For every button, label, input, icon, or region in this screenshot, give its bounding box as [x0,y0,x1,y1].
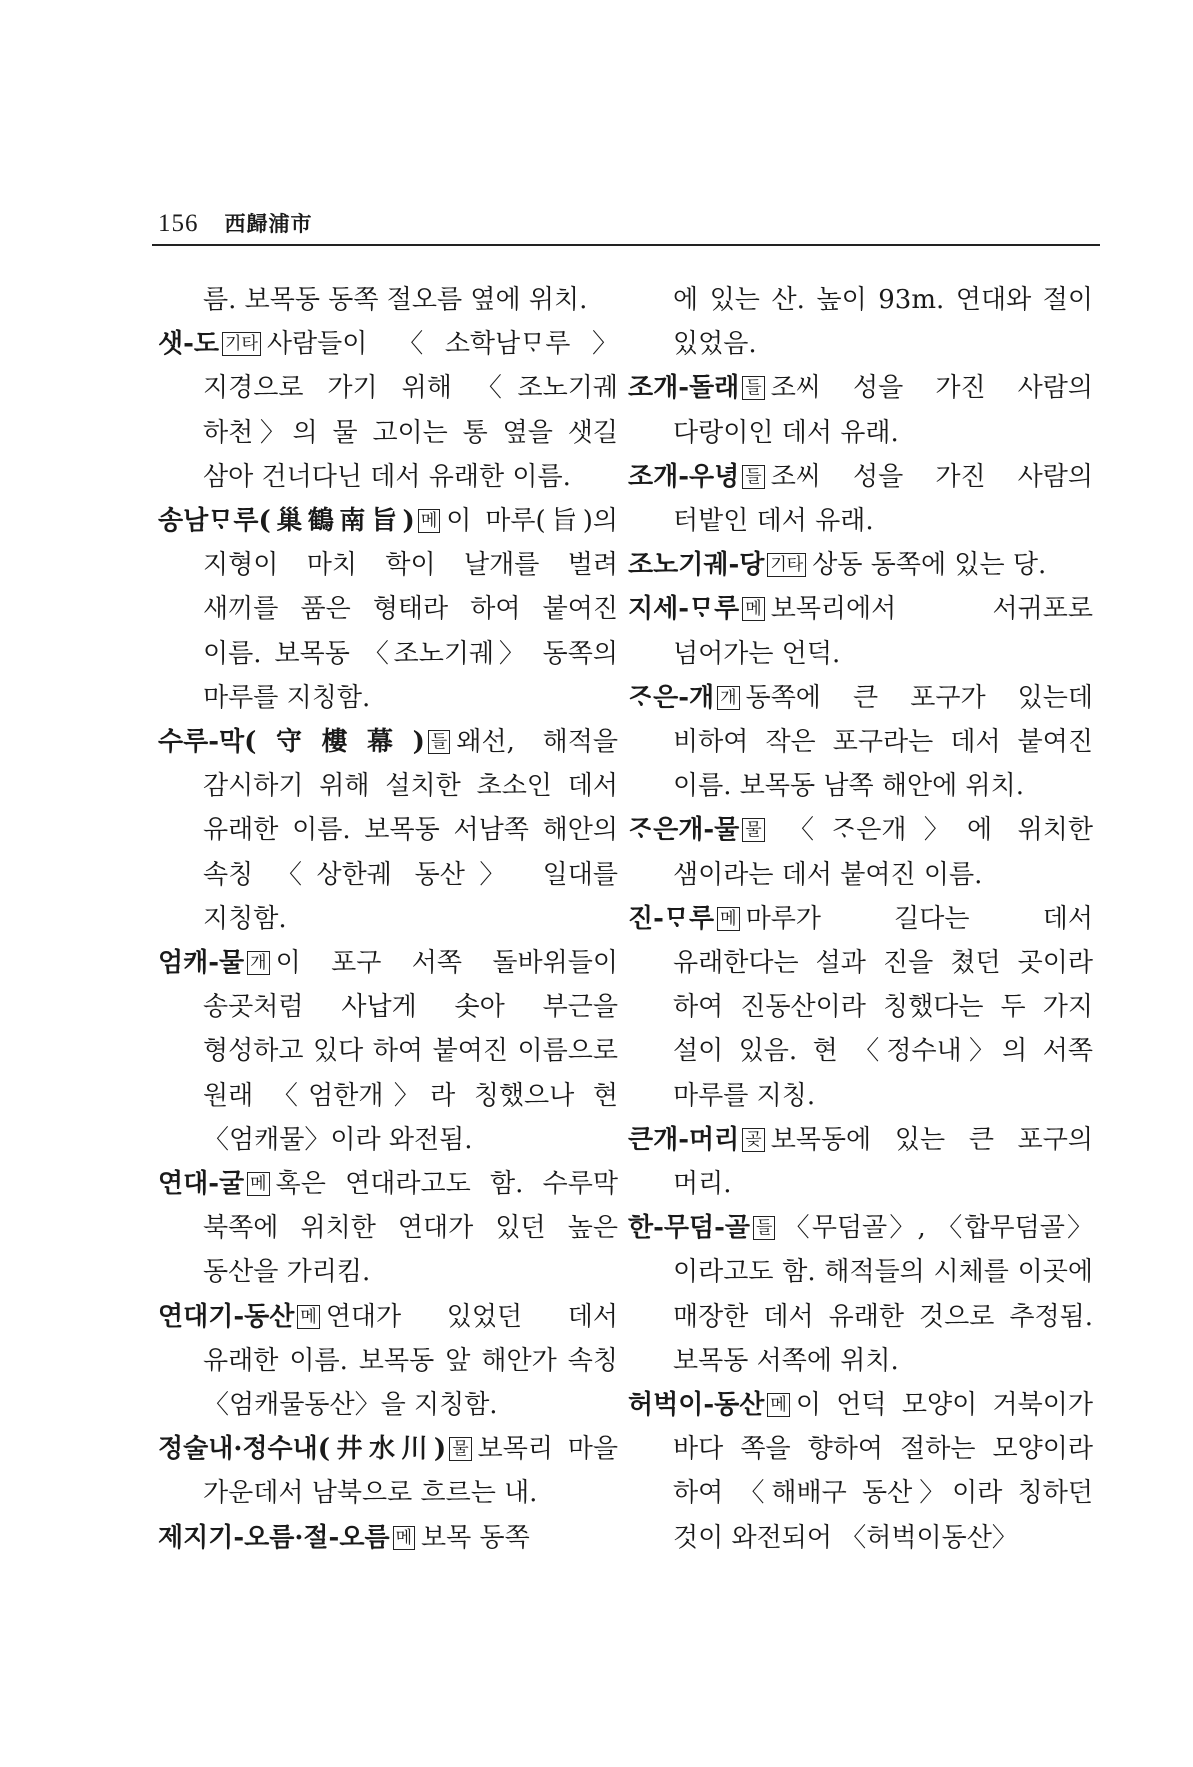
right-column [628,278,1093,1560]
entry-definition: 름. 보목동 동쪽 절오름 옆에 위치. [203,285,588,315]
category-tag: 메 [418,509,440,533]
entry-definition: 〈무덤골〉, 〈합무덤골〉이라고도 함. 해적들의 시체를 이곳에 매장한 데서 유래한 것으로 추정됨. 보목동 서쪽에 위치. [673,1213,1093,1376]
dictionary-entry [158,1427,618,1515]
entry-definition: 이 포구 서쪽 돌바위들이 송곳처럼 사납게 솟아 부근을 형성하고 있다 하여 붙여진 이름으로 원래 〈엄한개〉라 칭했으나 현 〈엄캐물〉이라 와전됨. [203,948,618,1155]
dictionary-entry [628,587,1093,675]
entry-headword: 송남ᄆᆞ루(巢鶴南旨) [158,506,415,537]
entry-headword: 제지기-오름·절-오름 [158,1522,390,1553]
entry-headword: 한-무덤-골 [628,1213,751,1244]
entry-definition: 혹은 연대라고도 함. 수루막 북쪽에 위치한 연대가 있던 높은 동산을 가리킴. [203,1169,618,1288]
entry-definition: 보목리에서 서귀포로 넘어가는 언덕. [673,594,1093,669]
dictionary-entry [158,1516,618,1560]
category-tag: 들 [753,1216,775,1240]
entry-definition: 왜선, 해적을 감시하기 위해 설치한 초소인 데서 유래한 이름. 보목동 서남쪽 해안의 속칭 〈상한궤 동산〉 일대를 지칭함. [203,727,618,934]
entry-headword: 정술내·정수내(井水川) [158,1434,447,1465]
dictionary-entry [628,897,1093,1118]
dictionary-entry [628,366,1093,454]
entry-definition: 사람들이 〈소학남ᄆᆞ루〉 지경으로 가기 위해 〈조노기궤 하천〉의 물 고이는 통 옆을 샛길 삼아 건너다닌 데서 유래한 이름. [203,329,618,492]
entry-definition: 상동 동쪽에 있는 당. [812,550,1047,581]
category-tag: 들 [742,376,764,400]
dictionary-entry [158,1162,618,1295]
entry-definition: 보목리 마을 가운데서 남북으로 흐르는 내. [203,1434,618,1509]
entry-definition: 보목 동쪽 [421,1522,530,1553]
dictionary-entry [158,322,618,499]
dictionary-entry [158,941,618,1162]
category-tag: 메 [297,1305,319,1329]
entry-headword: 연대-굴 [158,1169,245,1200]
category-tag: 곶 [742,1128,764,1152]
dictionary-entry [628,455,1093,543]
entry-headword: 조개-우녕 [628,461,740,492]
entry-headword: 엄캐-물 [158,948,245,979]
entry-definition: 이 언덕 모양이 거북이가 바다 쪽을 향하여 절하는 모양이라 하여 〈해배구 동산〉이라 칭하던 것이 와전되어 〈허벅이동산〉 [673,1390,1093,1553]
dictionary-entry [158,720,618,941]
entry-headword: 수루-막(守樓幕) [158,727,425,758]
entry-headword: 큰개-머리 [628,1124,740,1155]
category-tag: 메 [393,1526,415,1550]
entry-definition: 에 있는 산. 높이 93m. 연대와 절이 있었음. [673,285,1093,360]
category-tag: 기타 [222,332,261,356]
dictionary-entry [158,499,618,720]
entry-headword: 조노기궤-당 [628,550,765,581]
page-number: 156 [158,210,199,237]
dictionary-entry [628,1206,1093,1383]
page-header [158,208,313,238]
running-title: 西歸浦市 [224,212,313,236]
category-tag: 들 [428,730,450,754]
category-tag: 기타 [767,553,806,577]
entry-headword: 조개-돌래 [628,373,740,404]
dictionary-entry [628,1383,1093,1560]
entry-definition: 〈ᄌᆞ은개〉에 위치한 샘이라는 데서 붙여진 이름. [673,815,1093,890]
entry-definition: 이 마루(旨)의 지형이 마치 학이 날개를 벌려 새끼를 품은 형태라 하여 붙여진 이름. 보목동 〈조노기궤〉 동쪽의 마루를 지칭함. [203,506,618,713]
dictionary-entry [628,543,1093,587]
category-tag: 메 [767,1393,789,1417]
dictionary-entry [628,808,1093,896]
dictionary-entry [628,1118,1093,1206]
dictionary-entry [158,1295,618,1428]
category-tag: 메 [247,1172,269,1196]
entry-definition: 동쪽에 큰 포구가 있는데 비하여 작은 포구라는 데서 붙여진 이름. 보목동 남쪽 해안에 위치. [673,682,1093,802]
entry-headword: 샛-도 [158,329,220,360]
dictionary-entry [628,676,1093,809]
entry-headword: ᄌᆞ은개-물 [628,815,740,846]
entry-headword: 연대기-동산 [158,1301,295,1332]
left-column [158,278,618,1560]
dictionary-entry [628,278,1093,366]
category-tag: 들 [742,465,764,489]
entry-definition: 조씨 성을 가진 사람의 다랑이인 데서 유래. [673,373,1093,448]
entry-headword: 지세-ᄆᆞ루 [628,594,740,625]
entry-definition: 보목동에 있는 큰 포구의 머리. [673,1124,1093,1200]
dictionary-entry [158,278,618,322]
category-tag: 메 [717,907,739,931]
entry-definition: 마루가 길다는 데서 유래한다는 설과 진을 쳤던 곳이라 하여 진동산이라 칭했다는 두 가지 설이 있음. 현 〈정수내〉의 서쪽 마루를 지칭. [673,903,1093,1111]
entry-headword: ᄌᆞ은-개 [628,682,715,713]
category-tag: 개 [247,951,269,975]
entry-definition: 연대가 있었던 데서 유래한 이름. 보목동 앞 해안가 속칭 〈엄캐물동산〉을 지칭함. [203,1301,618,1421]
entry-headword: 허벅이-동산 [628,1390,765,1421]
entry-definition: 조씨 성을 가진 사람의 터밭인 데서 유래. [673,461,1093,537]
category-tag: 물 [742,818,764,842]
header-rule [152,244,1100,246]
entry-headword: 진-ᄆᆞ루 [628,903,715,934]
category-tag: 개 [717,686,739,710]
category-tag: 물 [449,1437,471,1461]
category-tag: 메 [742,597,764,621]
